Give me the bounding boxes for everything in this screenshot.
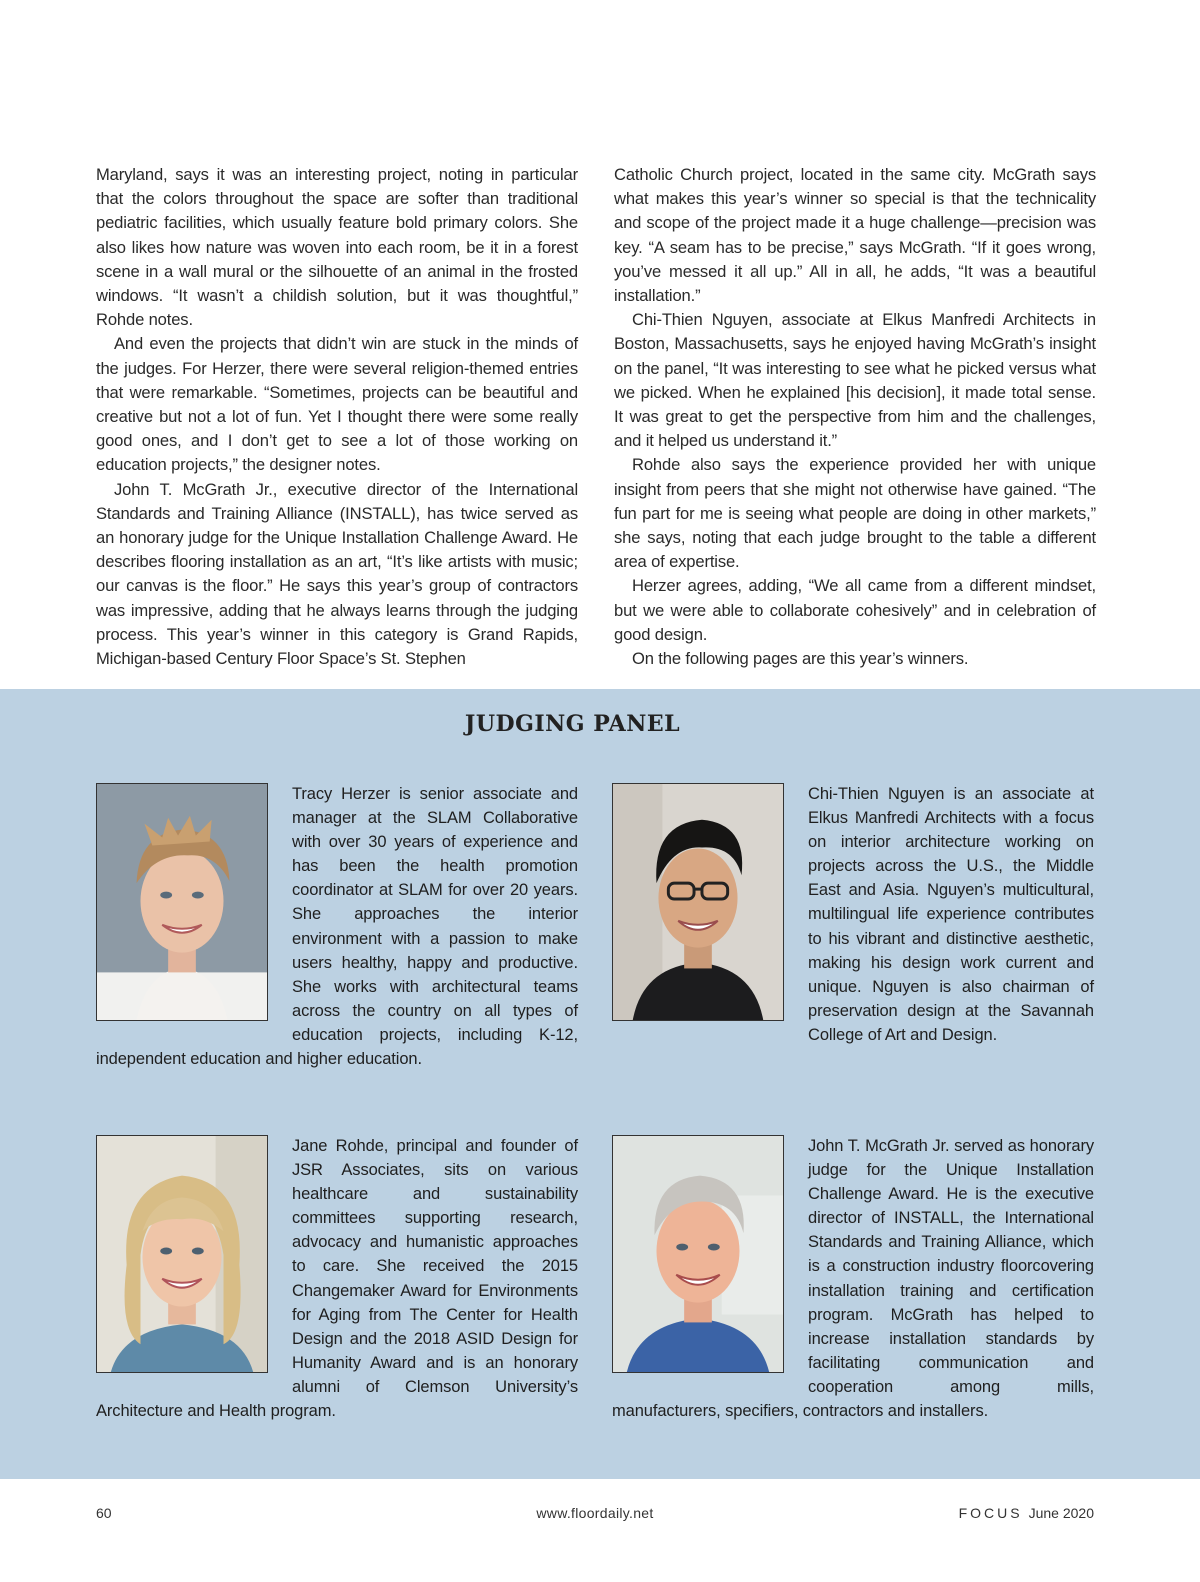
judge-bio-herzer bbox=[96, 782, 578, 1071]
judge-bio-nguyen bbox=[612, 782, 1094, 1047]
judge-photo-herzer bbox=[96, 783, 268, 1021]
article-paragraph: Chi-Thien Nguyen, associate at Elkus Manfredi Architects in Boston, Massachusetts, says he enjoyed having McGrath’s insight on the panel, “It was interesting to see what he picked versus what we picked. When he explained [his decision], it made total sense. It was great to get the perspective from him and the challenges, and it helped us understand it.” bbox=[614, 310, 1096, 451]
judge-bio-text: Jane Rohde, principal and founder of JSR Associates, sits on various healthcare and sustainability committees supporting research, advocacy and humanistic approaches to care. She received the 2015 Changemaker Award for Environments for Aging from The Center for Health Design and the 2018 ASID Design for Humanity Award and is an honorary alumni of Clemson University’s Architecture and Health program. bbox=[96, 1137, 578, 1421]
judge-photo-rohde bbox=[96, 1135, 268, 1373]
page-footer bbox=[96, 1505, 1094, 1525]
article-right-column bbox=[614, 163, 1096, 671]
magazine-name: FOCUS bbox=[958, 1505, 1023, 1521]
article bbox=[96, 163, 1096, 671]
article-paragraph: Herzer agrees, adding, “We all came from a different mindset, but we were able to collaborate cohesively” and in celebration of good design. bbox=[614, 576, 1096, 644]
article-paragraph: And even the projects that didn’t win are stuck in the minds of the judges. For Herzer, there were several religion-themed entries that were remarkable. “Sometimes, projects can be beautiful and creative but not a lot of fun. Yet I thought there were some really good ones, and I don’t get to see a lot of those working on education projects,” the designer notes. bbox=[96, 334, 578, 475]
article-paragraph: Catholic Church project, located in the same city. McGrath says what makes this year’s winner so special is that the technicality and scope of the project made it a huge challenge—precision was key. “A seam has to be precise,” says McGrath. “If it goes wrong, you’ve messed it all up.” All in all, he adds, “It was a beautiful installation.” bbox=[614, 165, 1096, 306]
judge-bio-rohde bbox=[96, 1134, 578, 1423]
article-paragraph: John T. McGrath Jr., executive director of the International Standards and Training Alliance (INSTALL), has twice served as an honorary judge for the Unique Installation Challenge Award. He describes flooring installation as an art, “It’s like artists with music; our canvas is the floor.” He says this year’s group of contractors was impressive, adding that he always learns through the judging process. This year’s winner in this category is Grand Rapids, Michigan-based Century Floor Space’s St. Stephen bbox=[96, 479, 578, 669]
article-paragraph: Maryland, says it was an interesting project, noting in particular that the colors throughout the space are softer than traditional pediatric facilities, which usually feature bold primary colors. She also likes how nature was woven into each room, be it in a forest scene in a wall mural or the silhouette of an animal in the frosted windows. “It wasn’t a childish solution, but it was thoughtful,” Rohde notes. bbox=[96, 165, 578, 330]
judge-bio-text: Chi-Thien Nguyen is an associate at Elkus Manfredi Architects with a focus on interior architecture working on projects across the U.S., the Middle East and Asia. Nguyen’s multicultural, multilingual life experience contributes to his vibrant and distinctive aesthetic, making his design work current and unique. Nguyen is also chairman of preservation design at the Savannah College of Art and Design. bbox=[808, 785, 1094, 1044]
issue-date: June 2020 bbox=[1028, 1505, 1094, 1521]
footer-issue bbox=[959, 1505, 1094, 1521]
page-number: 60 bbox=[96, 1505, 112, 1521]
judging-panel bbox=[0, 689, 1200, 1479]
article-paragraph: On the following pages are this year’s winners. bbox=[632, 649, 969, 669]
judge-photo-mcgrath bbox=[612, 1135, 784, 1373]
judge-bio-text: Tracy Herzer is senior associate and manager at the SLAM Collaborative with over 30 years of experience and has been the health promotion coordinator at SLAM for over 20 years. She approaches the interior environment with a passion to make users healthy, happy and productive. She works with architectural teams across the country on all types of education projects, including K-12, independent education and higher education. bbox=[96, 785, 578, 1069]
judge-photo-nguyen bbox=[612, 783, 784, 1021]
article-left-column bbox=[96, 163, 578, 671]
judge-bio-mcgrath bbox=[612, 1134, 1094, 1423]
judge-bio-text: John T. McGrath Jr. served as honorary judge for the Unique Installation Challenge Award. He is the executive director of INSTALL, the International Standards and Training Alliance, which is a construction industry floorcovering installation training and certification program. McGrath has helped to increase installation standards by facilitating communication and cooperation among mills, manufacturers, specifiers, contractors and installers. bbox=[612, 1137, 1094, 1421]
article-paragraph: Rohde also says the experience provided her with unique insight from peers that she might not otherwise have gained. “The fun part for me is seeing what people are doing in other markets,” she says, noting that each judge brought to the table a different area of expertise. bbox=[614, 455, 1096, 572]
panel-title: JUDGING PANEL bbox=[464, 711, 681, 737]
footer-url[interactable]: www.floordaily.net bbox=[536, 1505, 654, 1521]
